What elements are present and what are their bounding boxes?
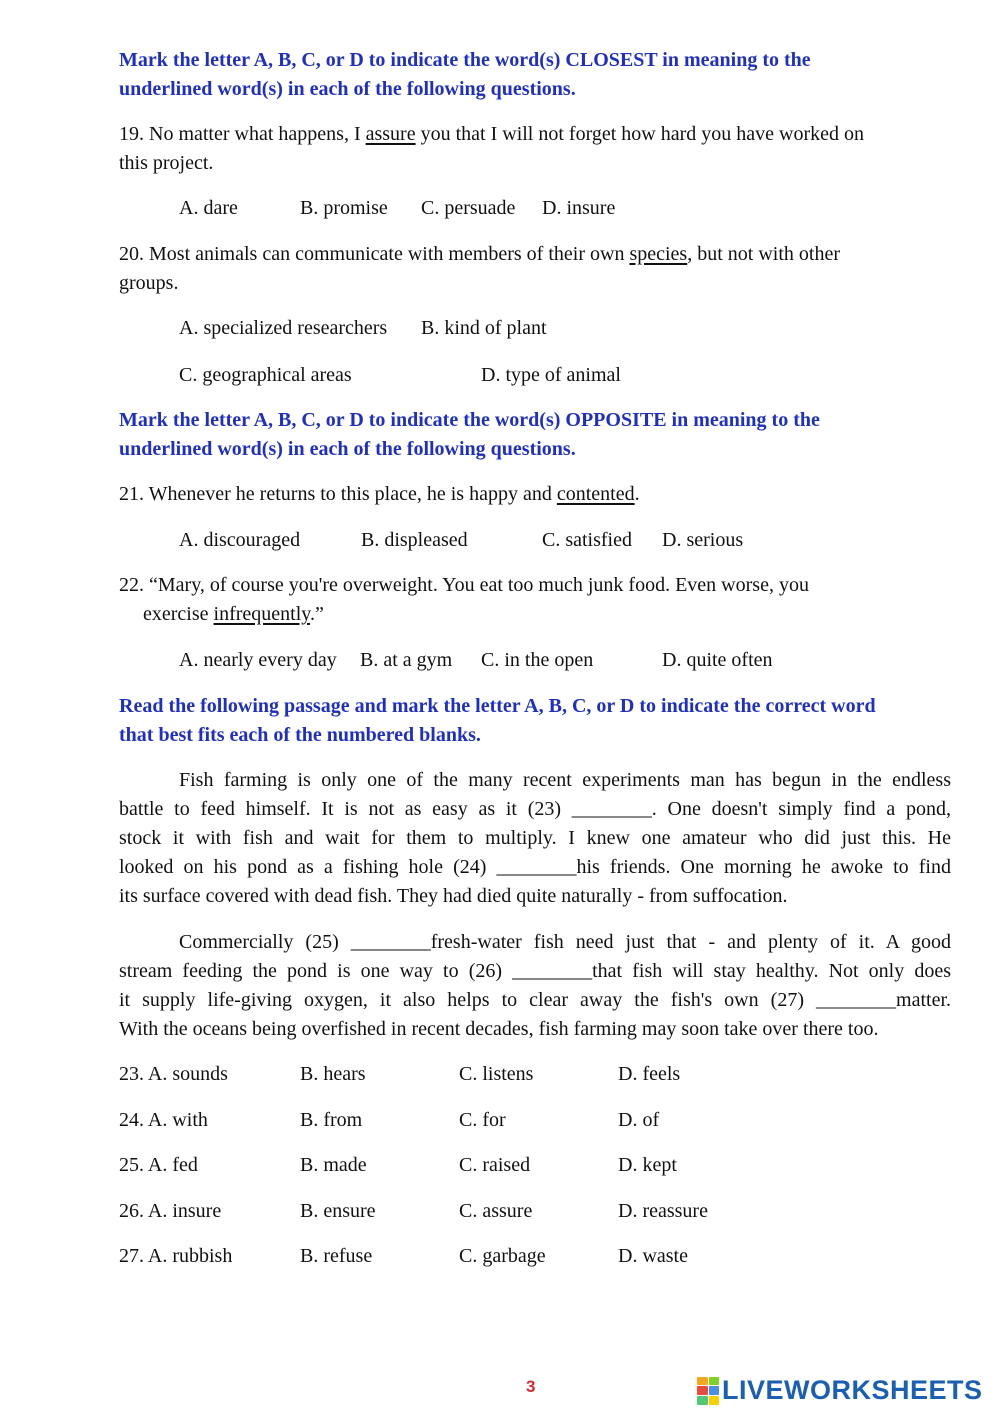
- underlined-word: infrequently: [213, 603, 310, 625]
- option-d[interactable]: D. quite often: [662, 649, 773, 671]
- underlined-word: species: [629, 243, 688, 265]
- option-c[interactable]: C. persuade: [421, 197, 516, 219]
- question-20-options-row1: [119, 314, 951, 343]
- underlined-word: assure: [365, 123, 416, 145]
- answer-row-25: [119, 1151, 951, 1180]
- option-a[interactable]: 23. A. sounds: [119, 1063, 228, 1085]
- liveworksheets-logo[interactable]: [697, 1376, 983, 1405]
- option-d[interactable]: D. feels: [618, 1063, 681, 1085]
- question-20: 20. Most animals can communicate with members of their own species, but not with other groups.: [119, 243, 840, 294]
- question-19-options: [119, 194, 951, 223]
- answer-options-table: [119, 1060, 951, 1290]
- underlined-word: contented: [556, 483, 635, 505]
- question-21: 21. Whenever he returns to this place, he is happy and contented.: [119, 483, 640, 505]
- option-c[interactable]: C. listens: [459, 1063, 534, 1085]
- option-b[interactable]: B. made: [300, 1154, 367, 1176]
- option-b[interactable]: B. from: [300, 1109, 363, 1131]
- option-c[interactable]: C. raised: [459, 1154, 531, 1176]
- question-22: 22. “Mary, of course you're overweight. You eat too much junk food. Even worse, you exercise infrequently.”: [119, 574, 809, 625]
- option-a[interactable]: A. dare: [179, 197, 238, 219]
- page-number: 3: [526, 1377, 536, 1396]
- option-d[interactable]: D. kept: [618, 1154, 677, 1176]
- option-a[interactable]: A. specialized researchers: [179, 317, 388, 339]
- option-c[interactable]: C. in the open: [481, 649, 594, 671]
- question-22-options: [119, 646, 951, 675]
- question-20-options-row2: [119, 361, 951, 390]
- option-a[interactable]: 24. A. with: [119, 1109, 208, 1131]
- option-a[interactable]: A. discouraged: [179, 529, 301, 551]
- passage-paragraph-2: Commercially (25) ________fresh-water fish need just that - and plenty of it. A good stream feeding the pond is one way to (26) ________that fish will stay healthy. Not only does it supply life-giving oxygen, it also helps to clear away the fish's own (27) ________matter. With the oceans being overfished in recent decades, fish farming may soon take over there too.: [119, 931, 951, 1040]
- passage-paragraph-1: Fish farming is only one of the many recent experiments man has begun in the endless battle to feed himself. It is not as easy as it (23) ________. One doesn't simply find a pond, stock it with fish and wait for them to multiply. I knew one amateur who did just this. He looked on his pond as a fishing hole (24) ________his friends. One morning he awoke to find its surface covered with dead fish. They had died quite naturally - from suffocation.: [119, 769, 951, 907]
- option-d[interactable]: D. type of animal: [481, 364, 621, 386]
- section-heading-closest: Mark the letter A, B, C, or D to indicate the word(s) CLOSEST in meaning to the underlined word(s) in each of the following questions.: [119, 49, 811, 100]
- section-heading-passage: Read the following passage and mark the letter A, B, C, or D to indicate the correct word that best fits each of the numbered blanks.: [119, 695, 876, 746]
- option-d[interactable]: D. of: [618, 1109, 660, 1131]
- option-d[interactable]: D. reassure: [618, 1200, 708, 1222]
- option-b[interactable]: B. hears: [300, 1063, 366, 1085]
- answer-row-26: [119, 1197, 951, 1226]
- answer-row-27: [119, 1242, 951, 1271]
- option-c[interactable]: C. satisfied: [542, 529, 632, 551]
- option-a[interactable]: 25. A. fed: [119, 1154, 198, 1176]
- option-c[interactable]: C. garbage: [459, 1245, 546, 1267]
- answer-row-24: [119, 1106, 951, 1135]
- option-b[interactable]: B. kind of plant: [421, 317, 547, 339]
- option-b[interactable]: B. refuse: [300, 1245, 373, 1267]
- question-19: 19. No matter what happens, I assure you that I will not forget how hard you have worked on this project.: [119, 123, 865, 174]
- answer-row-23: [119, 1060, 951, 1089]
- option-d[interactable]: D. serious: [662, 529, 744, 551]
- section-heading-opposite: Mark the letter A, B, C, or D to indicate the word(s) OPPOSITE in meaning to the underlined word(s) in each of the following questions.: [119, 409, 820, 460]
- option-b[interactable]: B. promise: [300, 197, 388, 219]
- option-d[interactable]: D. waste: [618, 1245, 688, 1267]
- liveworksheets-wordmark: LIVEWORKSHEETS: [722, 1375, 983, 1405]
- option-c[interactable]: C. for: [459, 1109, 506, 1131]
- option-a[interactable]: 27. A. rubbish: [119, 1245, 233, 1267]
- liveworksheets-icon: [697, 1377, 719, 1405]
- option-a[interactable]: A. nearly every day: [179, 649, 337, 671]
- option-b[interactable]: B. ensure: [300, 1200, 376, 1222]
- question-21-options: [119, 526, 951, 555]
- option-b[interactable]: B. displeased: [361, 529, 468, 551]
- option-c[interactable]: C. assure: [459, 1200, 533, 1222]
- option-c[interactable]: C. geographical areas: [179, 364, 352, 386]
- option-d[interactable]: D. insure: [542, 197, 616, 219]
- option-a[interactable]: 26. A. insure: [119, 1200, 222, 1222]
- option-b[interactable]: B. at a gym: [360, 649, 453, 671]
